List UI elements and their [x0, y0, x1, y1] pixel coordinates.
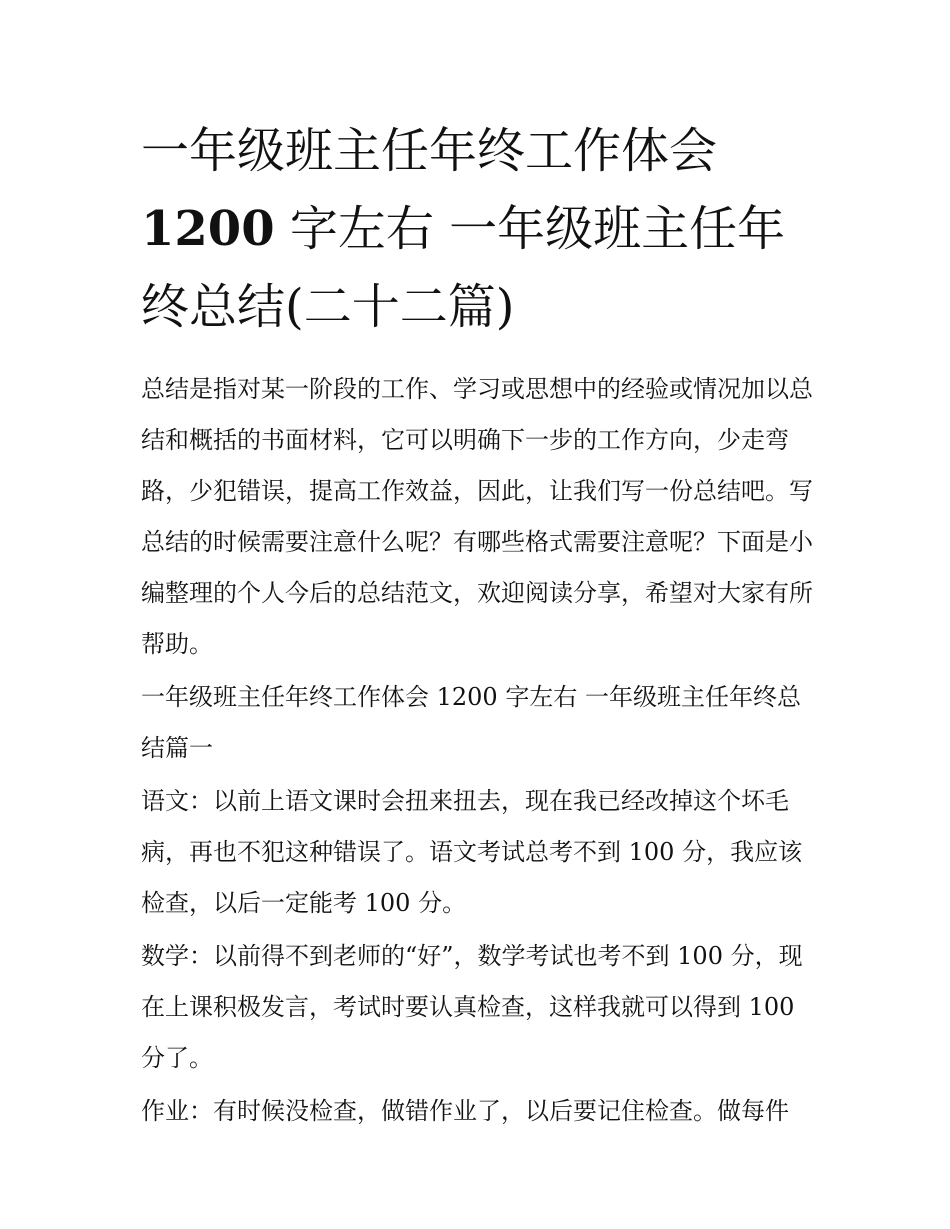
- math-paragraph: 数学：以前得不到老师的“好”，数学考试也考不到 100 分，现在上课积极发言，考试时要认真检查，这样我就可以得到 100 分了。: [141, 942, 803, 1072]
- document-title: [141, 112, 813, 346]
- title-number: 1200: [141, 201, 275, 257]
- intro-paragraph: 总结是指对某一阶段的工作、学习或思想中的经验或情况加以总结和概括的书面材料，它可以明确下一步的工作方向，少走弯路，少犯错误，提高工作效益，因此，让我们写一份总结吧。写总结的时候需要注意什么呢？有哪些格式需要注意呢？下面是小编整理的个人今后的总结范文，欢迎阅读分享，希望对大家有所帮助。: [141, 375, 813, 658]
- title-part-1: 一年级班主任年终工作体会: [141, 123, 718, 179]
- document-body: [141, 364, 813, 1137]
- section-heading: 一年级班主任年终工作体会 1200 字左右 一年级班主任年终总结篇一: [141, 683, 801, 762]
- document-page: [141, 112, 813, 1139]
- homework-paragraph: 作业：有时候没检查，做错作业了，以后要记住检查。做每件: [141, 1097, 789, 1125]
- title-part-2: 字左右 一年级班主任年终总结(二十二篇): [141, 201, 786, 335]
- chinese-paragraph: 语文：以前上语文课时会扭来扭去，现在我已经改掉这个坏毛病，再也不犯这种错误了。语文考试总考不到 100 分，我应该检查，以后一定能考 100 分。: [141, 787, 803, 917]
